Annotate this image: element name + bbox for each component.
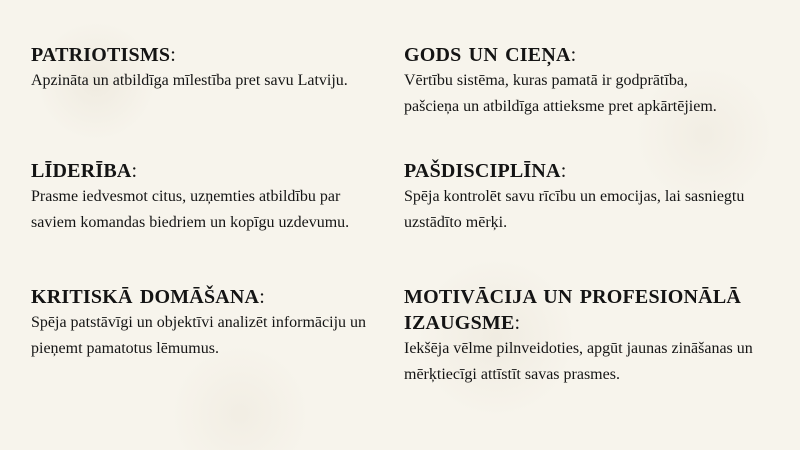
title-separator: : [560,160,567,182]
value-title-text: PAŠDISCIPLĪNA [404,160,561,182]
value-block-liderība [31,158,401,236]
value-description: Vērtību sistēma, kuras pamatā ir godprātība, pašcieņa un atbildīga attieksme pret apkārtējiem. [404,72,717,115]
value-block-motivacija [404,284,774,388]
title-separator: : [259,286,265,308]
value-title [404,284,764,336]
value-block-patriotisms [31,42,401,94]
value-description: Apzināta un atbildīga mīlestība pret savu Latviju. [31,72,348,89]
title-separator: : [131,160,138,182]
value-title-text: GODS UN CIEŅA [404,44,571,66]
title-separator: : [170,44,177,66]
title-separator: : [514,312,521,334]
value-title [31,284,401,310]
value-block-kritiska-domasana [31,284,401,362]
value-title-text: LĪDERĪBA [31,160,132,182]
value-description: Spēja kontrolēt savu rīcību un emocijas, lai sasniegtu uzstādīto mērķi. [404,188,745,231]
value-title-text: MOTIVĀCIJA UN PROFESIONĀLĀ IZAUGSME [404,286,742,334]
value-title-text: KRITISKĀ DOMĀŠANA [31,286,260,308]
value-block-pasdisciplina [404,158,774,236]
value-title [404,42,774,68]
value-description: Prasme iedvesmot citus, uzņemties atbildību par saviem komandas biedriem un kopīgu uzdevumu. [31,188,350,231]
value-title [404,158,774,184]
value-description: Iekšēja vēlme pilnveidoties, apgūt jaunas zināšanas un mērķtiecīgi attīstīt savas prasmes. [404,340,753,383]
value-title-text: PATRIOTISMS [31,44,171,66]
value-description: Spēja patstāvīgi un objektīvi analizēt informāciju un pieņemt pamatotus lēmumus. [31,314,367,357]
title-separator: : [570,44,577,66]
value-title [31,42,401,68]
value-block-gods-un-ciena [404,42,774,120]
value-title [31,158,401,184]
